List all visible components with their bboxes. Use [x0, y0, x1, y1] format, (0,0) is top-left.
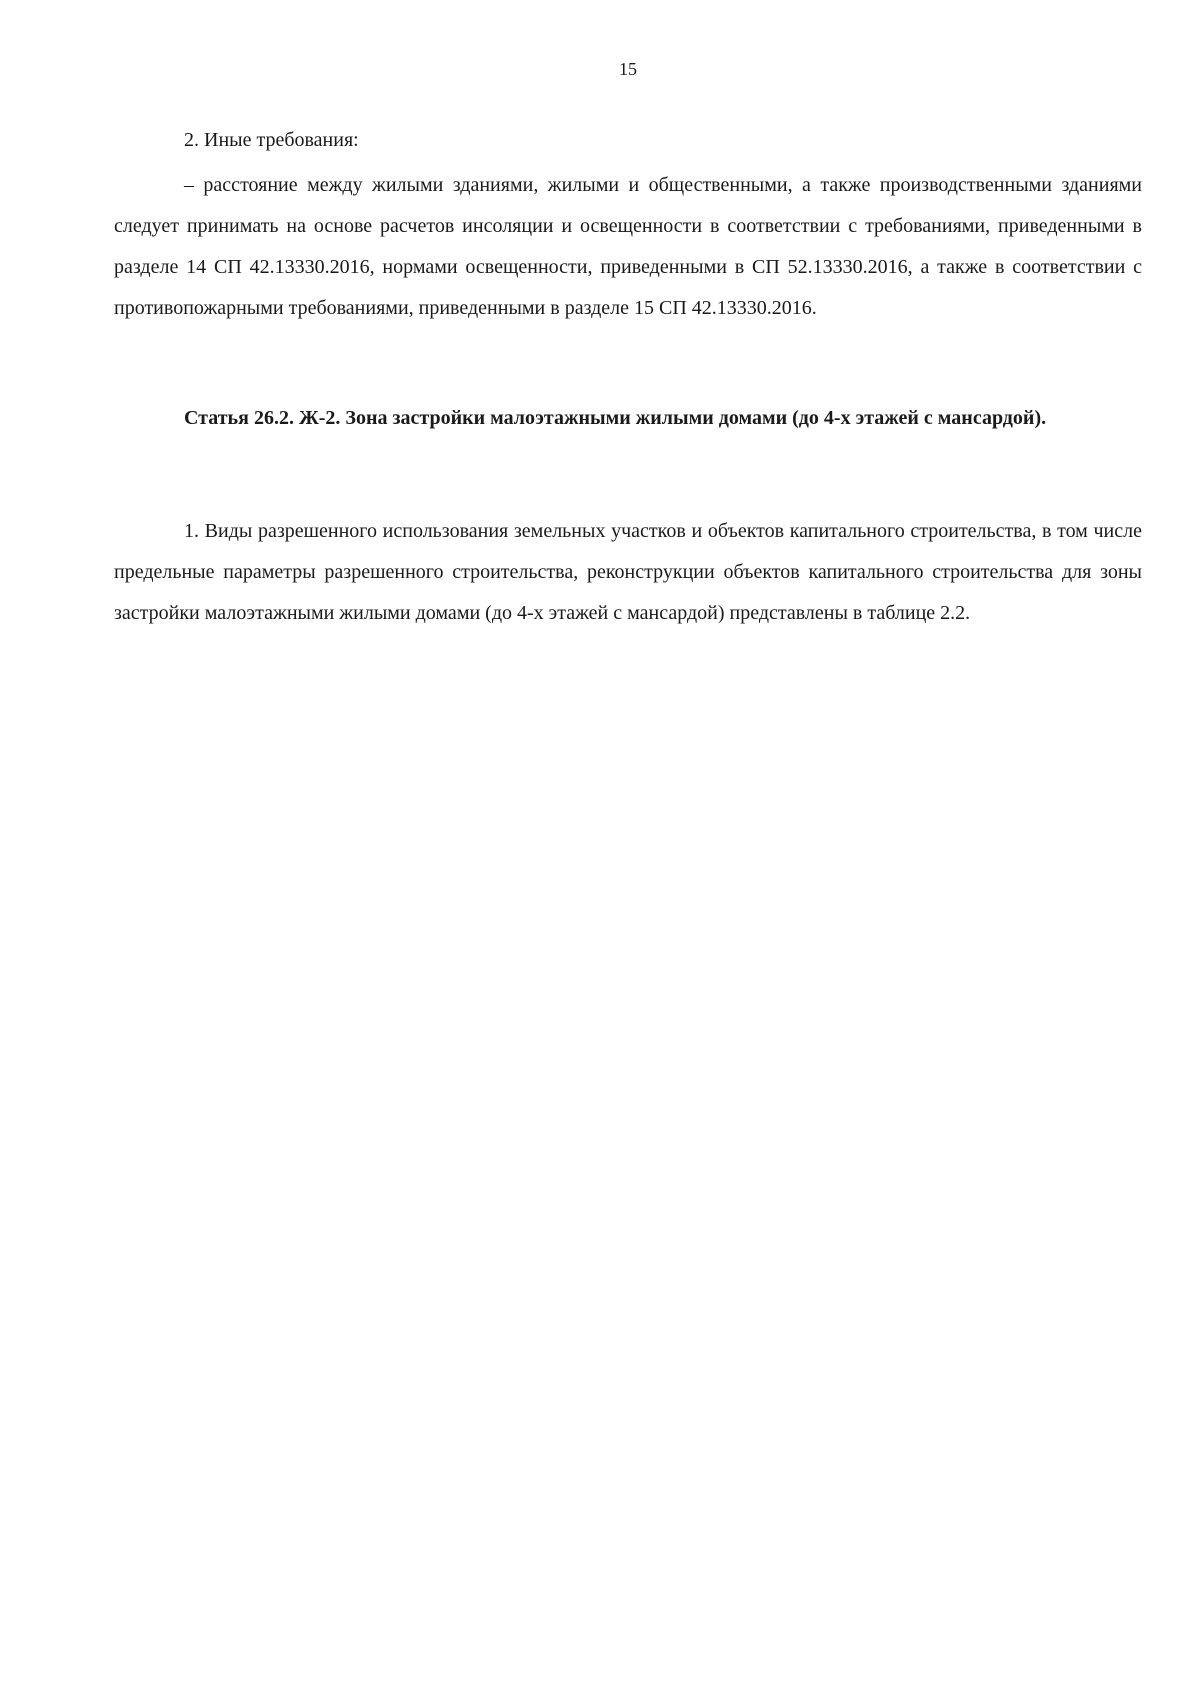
- paragraph-permitted-use: 1. Виды разрешенного использования земельных участков и объектов капитального строительства, в том числе предельные параметры разрешенного строительства, реконструкции объектов капитального строительства для зоны застройки малоэтажными жилыми домами (до 4-х этажей с мансардой) представлены в таблице 2.2.: [114, 520, 1142, 624]
- paragraph-other-requirements: 2. Иные требования:: [184, 129, 359, 151]
- article-heading: Статья 26.2. Ж-2. Зона застройки малоэтажными жилыми домами (до 4-х этажей с мансардой).: [184, 407, 1047, 429]
- document-page: [114, 0, 1142, 1696]
- paragraph-distance-requirements: – расстояние между жилыми зданиями, жилыми и общественными, а также производственными зданиями следует принимать на основе расчетов инсоляции и освещенности в соответствии с требованиями, приведенными в разделе 14 СП 42.13330.2016, нормами освещенности, приведенными в СП 52.13330.2016, а также в соответствии с противопожарными требованиями, приведенными в разделе 15 СП 42.13330.2016.: [114, 174, 1142, 319]
- page-number: 15: [619, 59, 637, 79]
